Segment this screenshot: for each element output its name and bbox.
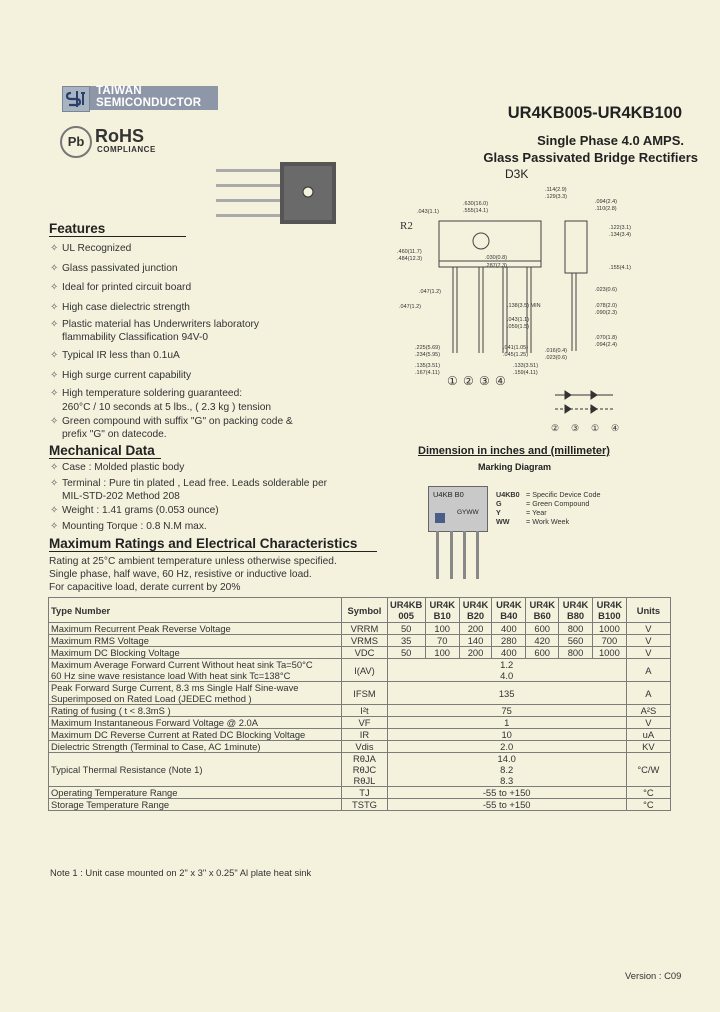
dim-label: .090(2.3) <box>595 310 618 316</box>
table-row: Maximum DC Reverse Current at Rated DC Blocking Voltage IR 10 uA <box>49 729 671 741</box>
legend-row: WW = Work Week <box>496 517 570 526</box>
feature-item: ✧ Plastic material has Underwriters laboratory <box>50 319 260 330</box>
part-title: UR4KB005-UR4KB100 <box>507 104 682 122</box>
features-title: Features <box>49 221 106 236</box>
part-header: UR4K B80 <box>559 598 593 623</box>
part-header: UR4KB 005 <box>387 598 425 623</box>
chip-datecode: GYWW <box>457 509 479 516</box>
bullet-icon: ✧ <box>50 416 59 427</box>
features-underline <box>49 236 186 237</box>
part-header: UR4K B10 <box>425 598 459 623</box>
mechanical-title: Mechanical Data <box>49 443 155 458</box>
rohs-label: RoHS <box>95 126 144 146</box>
dimension-caption: Dimension in inches and (millimeter) <box>418 445 610 457</box>
feature-item-cont: prefix "G" on datecode. <box>62 429 167 440</box>
dimension-drawing <box>395 183 660 441</box>
dim-label: .043(1.1) <box>507 317 530 323</box>
bullet-icon: ✧ <box>50 263 59 274</box>
dim-label: .114(2.9) <box>545 187 567 193</box>
bullet-icon: ✧ <box>50 350 59 361</box>
legend-row: U4KB0 = Specific Device Code <box>496 490 601 499</box>
dim-label: .460(11.7) <box>397 249 422 255</box>
feature-item-cont: 260°C / 10 seconds at 5 lbs., ( 2.3 kg ) tension <box>62 402 272 413</box>
col-symbol-header: Symbol <box>342 598 387 623</box>
bullet-icon: ✧ <box>50 319 59 330</box>
ratings-title: Maximum Ratings and Electrical Characteristics <box>49 536 358 551</box>
dim-label: .047(1.2) <box>399 304 422 310</box>
subtitle-type: Glass Passivated Bridge Rectifiers <box>483 150 698 165</box>
ratings-underline <box>49 551 377 552</box>
legend-row: Y = Year <box>496 508 547 517</box>
col-units-header: Units <box>626 598 670 623</box>
company-line2: SEMICONDUCTOR <box>96 96 202 109</box>
dim-label: .225(5.69) <box>415 345 441 351</box>
dim-label: .287(7.3) <box>485 263 508 269</box>
bullet-icon: ✧ <box>50 302 59 313</box>
lead-icon <box>476 531 479 579</box>
lead-icon <box>463 531 466 579</box>
bullet-icon: ✧ <box>50 370 59 381</box>
bullet-icon: ✧ <box>50 505 59 516</box>
dim-label: .094(2.4) <box>595 199 618 205</box>
marking-caption: Marking Diagram <box>478 462 552 472</box>
bullet-icon: ✧ <box>50 462 59 473</box>
lead-icon <box>450 531 453 579</box>
dim-label: .047(1.2) <box>419 289 442 295</box>
table-header-row <box>49 598 671 623</box>
subtitle-phase: Single Phase 4.0 AMPS. <box>537 133 684 148</box>
dim-label: .023(0.6) <box>595 287 618 293</box>
table-row: Rating of fusing ( t < 8.3mS ) I²t 75 A²S <box>49 705 671 717</box>
pin-label: ② <box>463 374 474 388</box>
version-label: Version : C09 <box>625 970 682 981</box>
dim-label: .167(4.11) <box>415 370 440 376</box>
company-name <box>96 86 201 109</box>
feature-item: ✧ Green compound with suffix "G" on packing code & <box>50 416 293 427</box>
dim-label: .555(14.1) <box>463 208 489 214</box>
mechanical-item: ✧ Mounting Torque : 0.8 N.M max. <box>50 521 207 532</box>
part-header: UR4K B100 <box>592 598 626 623</box>
feature-item: ✧ UL Recognized <box>50 243 132 254</box>
feature-item: ✧ Glass passivated junction <box>50 263 178 274</box>
feature-item: ✧ High temperature soldering guaranteed: <box>50 388 243 399</box>
dim-label: .133(3.51) <box>513 363 539 369</box>
dim-label: .159(4.11) <box>513 370 538 376</box>
bullet-icon: ✧ <box>50 388 59 399</box>
feature-item: ✧ High surge current capability <box>50 370 192 381</box>
table-row: Maximum RMS Voltage VRMS 35 70 140 280 420 560 700 V <box>49 635 671 647</box>
dim-label: .078(2.0) <box>595 303 618 309</box>
dim-label: .070(1.8) <box>595 335 618 341</box>
marking-legend <box>496 490 601 526</box>
dim-label: .234(5.95) <box>415 352 441 358</box>
company-line1: TAIWAN <box>96 85 142 97</box>
rohs-compliance: COMPLIANCE <box>97 145 156 154</box>
mechanical-item: ✧ Weight : 1.41 grams (0.053 ounce) <box>50 505 219 516</box>
dim-label: .043(1.1) <box>417 209 440 215</box>
ts-logo-icon <box>62 86 90 112</box>
mechanical-item: ✧ Case : Molded plastic body <box>50 462 185 473</box>
dim-label: .110(2.8) <box>595 206 617 212</box>
table-row: Storage Temperature Range TSTG -55 to +150 °C <box>49 799 671 811</box>
dim-label: .023(0.6) <box>545 355 568 361</box>
pin-label: ③ <box>479 374 490 388</box>
ts-chip-logo-icon <box>435 513 445 523</box>
dim-label: .484(12.3) <box>397 256 423 262</box>
pin-label: ① <box>447 374 458 388</box>
pin-label: ② <box>551 423 560 433</box>
dim-label: .122(3.1) <box>609 225 632 231</box>
ratings-note-1: Rating at 25°C ambient temperature unless otherwise specified. <box>49 556 337 567</box>
table-row: Maximum Average Forward Current Without heat sink Ta=50°C 60 Hz sine wave resistance load With heat sink Tc=138°C I(AV) 1.2 4.0 A <box>49 659 671 682</box>
dim-label: .155(4.1) <box>609 265 632 271</box>
pb-free-icon: Pb <box>60 126 92 158</box>
pin-label: ④ <box>495 374 506 388</box>
dim-label: .041(1.05) <box>503 345 529 351</box>
bullet-icon: ✧ <box>50 243 59 254</box>
ratings-note-2: Single phase, half wave, 60 Hz, resistive or inductive load. <box>49 569 312 580</box>
pin-label: ④ <box>611 423 620 433</box>
table-row: Dielectric Strength (Terminal to Case, AC 1minute) Vdis 2.0 KV <box>49 741 671 753</box>
feature-item: ✧ Ideal for printed circuit board <box>50 282 192 293</box>
dim-label: .135(3.51) <box>415 363 441 369</box>
chip-code: U4KB B0 <box>433 490 464 499</box>
table-row: Operating Temperature Range TJ -55 to +150 °C <box>49 787 671 799</box>
dim-label: .630(16.0) <box>463 201 489 207</box>
dim-label: .094(2.4) <box>595 342 618 348</box>
package-code: D3K <box>505 167 529 181</box>
table-row: Typical Thermal Resistance (Note 1) RθJA RθJC RθJL 14.0 8.2 8.3 °C/W <box>49 753 671 787</box>
r2-label: R2 <box>400 220 413 232</box>
feature-item: ✧ Typical IR less than 0.1uA <box>50 350 180 361</box>
dim-label: .045(1.25) <box>503 352 529 358</box>
table-row: Peak Forward Surge Current, 8.3 ms Single Half Sine-wave Superimposed on Rated Load (JEDEC method ) IFSM 135 A <box>49 682 671 705</box>
table-row: Maximum DC Blocking Voltage VDC 50 100 200 400 600 800 1000 V <box>49 647 671 659</box>
dim-label: .059(1.5) <box>507 324 530 330</box>
dim-label: .129(3.3) <box>545 194 568 200</box>
dim-label: .138(3.5) MIN <box>507 303 541 309</box>
dim-label: .030(0.8) <box>485 255 508 261</box>
part-header: UR4K B40 <box>492 598 526 623</box>
ratings-table <box>48 597 671 811</box>
dim-label: .016(0.4) <box>545 348 568 354</box>
table-note: Note 1 : Unit case mounted on 2" x 3" x 0.25" Al plate heat sink <box>50 867 312 878</box>
bullet-icon: ✧ <box>50 478 59 489</box>
lead-icon <box>436 531 439 579</box>
bullet-icon: ✧ <box>50 521 59 532</box>
marking-chip <box>428 486 488 532</box>
bullet-icon: ✧ <box>50 282 59 293</box>
table-row: Maximum Recurrent Peak Reverse Voltage VRRM 50 100 200 400 600 800 1000 V <box>49 623 671 635</box>
pin-label: ① <box>591 423 600 433</box>
pin-label: ③ <box>571 423 580 433</box>
legend-row: G = Green Compound <box>496 499 590 508</box>
feature-item-cont: flammability Classification 94V-0 <box>62 332 209 343</box>
feature-item: ✧ High case dielectric strength <box>50 302 190 313</box>
mechanical-item-cont: MIL-STD-202 Method 208 <box>62 491 180 502</box>
mechanical-underline <box>49 458 161 459</box>
ratings-note-3: For capacitive load, derate current by 20% <box>49 582 241 593</box>
component-photo-icon <box>212 152 344 232</box>
mechanical-item: ✧ Terminal : Pure tin plated , Lead free. Leads solderable per <box>50 478 328 489</box>
part-header: UR4K B60 <box>526 598 559 623</box>
dim-label: .134(3.4) <box>609 232 632 238</box>
table-row: Maximum Instantaneous Forward Voltage @ 2.0A VF 1 V <box>49 717 671 729</box>
part-header: UR4K B20 <box>459 598 492 623</box>
col-type-header: Type Number <box>49 598 342 623</box>
